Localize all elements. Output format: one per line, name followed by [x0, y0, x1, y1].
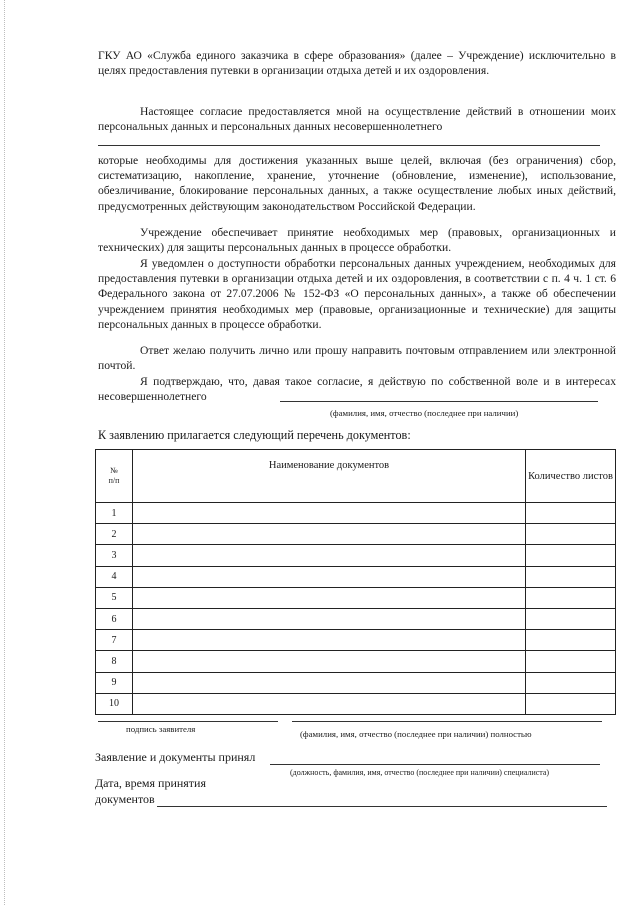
- header-number-symbol: №: [110, 466, 118, 475]
- table-row: [96, 545, 616, 566]
- table-row: [96, 693, 616, 714]
- sheet-count-cell[interactable]: [526, 651, 616, 672]
- notified-paragraph: Я уведомлен о доступности обработки персональных данных учреждением, необходимых для предоставления путевки в организации отдыха детей и их оздоровления, в соответствии с п. 4 ч. 1 ст. 6 Федерального закона от 27.07.2006 № 152-ФЗ «О персональных данных», а также об обеспечении учреждением принятия необходимых мер (правовые, организационные и технические) для защиты персональных данных в процессе обработки.: [98, 257, 616, 331]
- intro-paragraph: ГКУ АО «Служба единого заказчика в сфере образования» (далее – Учреждение) исключительно в целях предоставления путевки в организации отдыха детей и их оздоровления.: [98, 49, 616, 78]
- measures-paragraph: Учреждение обеспечивает принятие необходимых мер (правовых, организационных и технических) для защиты персональных данных в процессе обработки.: [98, 226, 616, 255]
- accepted-label: Заявление и документы принял: [95, 750, 256, 764]
- accepted-caption: (должность, фамилия, имя, отчество (последнее при наличии) специалиста): [290, 768, 550, 777]
- document-name-cell[interactable]: [133, 566, 526, 587]
- document-name-cell[interactable]: [133, 630, 526, 651]
- row-number: 10: [96, 693, 133, 714]
- signature-fio-caption: (фамилия, имя, отчество (последнее при наличии) полностью: [300, 729, 532, 739]
- sheet-count-cell[interactable]: [526, 524, 616, 545]
- row-number: 6: [96, 608, 133, 629]
- row-number: 7: [96, 630, 133, 651]
- datetime-label-line1: Дата, время принятия: [95, 776, 206, 790]
- table-row: [96, 524, 616, 545]
- datetime-label-line2: документов: [95, 792, 155, 806]
- table-row: [96, 630, 616, 651]
- confirm-paragraph: Я подтверждаю, что, давая такое согласие, я действую по собственной воле и в интересах несовершеннолетнего: [98, 375, 616, 404]
- table-row: [96, 672, 616, 693]
- header-number: [96, 450, 133, 503]
- row-number: 9: [96, 672, 133, 693]
- consent-paragraph-continued: которые необходимы для достижения указанных выше целей, включая (без ограничения) сбор, систематизацию, накопление, хранение, уточнение (обновление, изменение), использование, обезличивание, блокирование персональных данных, а также осуществление любых иных действий, предусмотренных действующим законодательством Российской Федерации.: [98, 154, 616, 213]
- answer-paragraph: Ответ желаю получить лично или прошу направить почтовым отправлением или электронной почтой.: [98, 344, 616, 373]
- sheet-count-cell[interactable]: [526, 672, 616, 693]
- minor-fio-line[interactable]: [280, 401, 598, 402]
- header-document-name: Наименование документов: [133, 450, 526, 503]
- header-number-abbr: п/п: [108, 476, 120, 485]
- table-row: [96, 608, 616, 629]
- row-number: 4: [96, 566, 133, 587]
- signature-caption: подпись заявителя: [126, 724, 196, 734]
- document-name-cell[interactable]: [133, 503, 526, 524]
- sheet-count-cell[interactable]: [526, 630, 616, 651]
- sheet-count-cell[interactable]: [526, 503, 616, 524]
- documents-table: [95, 449, 616, 715]
- sheet-count-cell[interactable]: [526, 608, 616, 629]
- table-row: [96, 587, 616, 608]
- table-header-row: [96, 450, 616, 503]
- row-number: 3: [96, 545, 133, 566]
- scan-edge: [4, 0, 6, 905]
- document-name-cell[interactable]: [133, 587, 526, 608]
- header-sheet-count: Количество листов: [526, 450, 616, 503]
- row-number: 8: [96, 651, 133, 672]
- applicant-signature-line[interactable]: [98, 721, 278, 722]
- table-row: [96, 566, 616, 587]
- row-number: 5: [96, 587, 133, 608]
- document-name-cell[interactable]: [133, 545, 526, 566]
- document-name-cell[interactable]: [133, 693, 526, 714]
- document-name-cell[interactable]: [133, 608, 526, 629]
- table-row: [96, 503, 616, 524]
- row-number: 1: [96, 503, 133, 524]
- minor-name-line[interactable]: [98, 145, 600, 146]
- document-name-cell[interactable]: [133, 651, 526, 672]
- row-number: 2: [96, 524, 133, 545]
- sheet-count-cell[interactable]: [526, 587, 616, 608]
- sheet-count-cell[interactable]: [526, 545, 616, 566]
- applicant-fio-line[interactable]: [292, 721, 602, 722]
- document-name-cell[interactable]: [133, 524, 526, 545]
- table-row: [96, 651, 616, 672]
- document-name-cell[interactable]: [133, 672, 526, 693]
- docs-heading: К заявлению прилагается следующий перечень документов:: [98, 428, 411, 442]
- fio-caption: (фамилия, имя, отчество (последнее при наличии): [330, 408, 519, 418]
- sheet-count-cell[interactable]: [526, 693, 616, 714]
- accepted-by-line[interactable]: [270, 764, 600, 765]
- consent-paragraph-start: Настоящее согласие предоставляется мной на осуществление действий в отношении моих персональных данных и персональных данных несовершеннолетнего: [98, 105, 616, 134]
- sheet-count-cell[interactable]: [526, 566, 616, 587]
- datetime-line[interactable]: [157, 806, 607, 807]
